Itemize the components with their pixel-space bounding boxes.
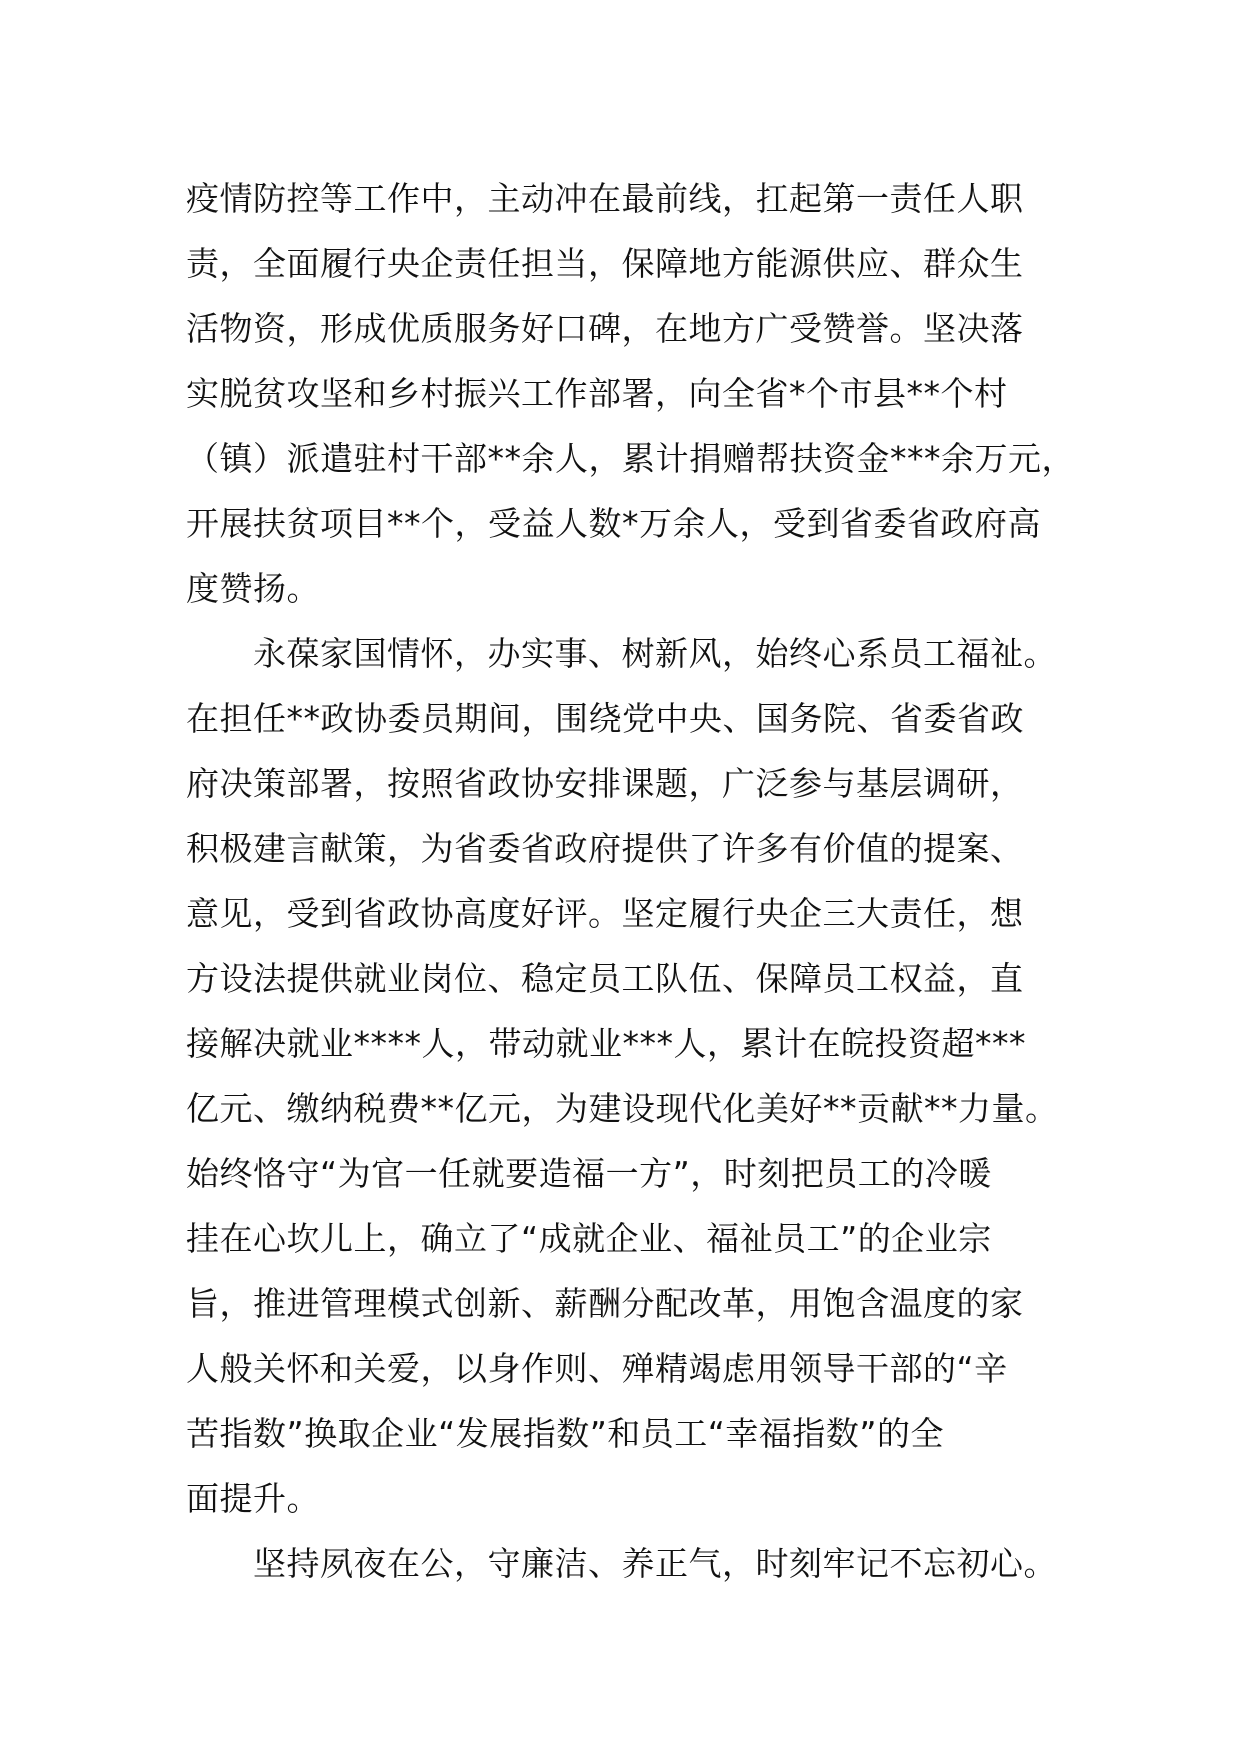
text-line: 旨，推进管理模式创新、薪酬分配改革，用饱含温度的家 xyxy=(186,1284,1024,1323)
text-line: 方设法提供就业岗位、稳定员工队伍、保障员工权益，直 xyxy=(186,959,1024,998)
text-line: 实脱贫攻坚和乡村振兴工作部署，向全省*个市县**个村 xyxy=(186,374,1008,413)
paragraph-first-line: 永葆家国情怀，办实事、树新风，始终心系员工福祉。 xyxy=(253,634,1057,673)
text-line: （镇）派遣驻村干部**余人，累计捐赠帮扶资金***余万元， xyxy=(186,439,1075,478)
text-line: 面提升。 xyxy=(186,1479,320,1518)
text-line: 活物资，形成优质服务好口碑，在地方广受赞誉。坚决落 xyxy=(186,309,1024,348)
text-line: 始终恪守“为官一任就要造福一方”，时刻把员工的冷暖 xyxy=(186,1154,992,1193)
text-line: 开展扶贫项目**个，受益人数*万余人，受到省委省政府高 xyxy=(186,504,1041,543)
text-line: 苦指数”换取企业“发展指数”和员工“幸福指数”的全 xyxy=(186,1414,944,1453)
text-line: 疫情防控等工作中，主动冲在最前线，扛起第一责任人职 xyxy=(186,179,1024,218)
text-line: 府决策部署，按照省政协安排课题，广泛参与基层调研， xyxy=(186,764,1024,803)
paragraph-first-line: 坚持夙夜在公，守廉洁、养正气，时刻牢记不忘初心。 xyxy=(253,1544,1057,1583)
text-line: 亿元、缴纳税费**亿元，为建设现代化美好**贡献**力量。 xyxy=(186,1089,1059,1128)
text-line: 接解决就业****人，带动就业***人，累计在皖投资超*** xyxy=(186,1024,1026,1063)
document-body xyxy=(186,166,1086,1596)
text-line: 人般关怀和关爱，以身作则、殚精竭虑用领导干部的“辛 xyxy=(186,1349,1008,1388)
text-line: 积极建言献策，为省委省政府提供了许多有价值的提案、 xyxy=(186,829,1024,868)
text-line: 挂在心坎儿上，确立了“成就企业、福祉员工”的企业宗 xyxy=(186,1219,992,1258)
text-line: 在担任**政协委员期间，围绕党中央、国务院、省委省政 xyxy=(186,699,1024,738)
text-line: 责，全面履行央企责任担当，保障地方能源供应、群众生 xyxy=(186,244,1024,283)
text-line: 意见，受到省政协高度好评。坚定履行央企三大责任，想 xyxy=(186,894,1024,933)
text-line: 度赞扬。 xyxy=(186,569,320,608)
